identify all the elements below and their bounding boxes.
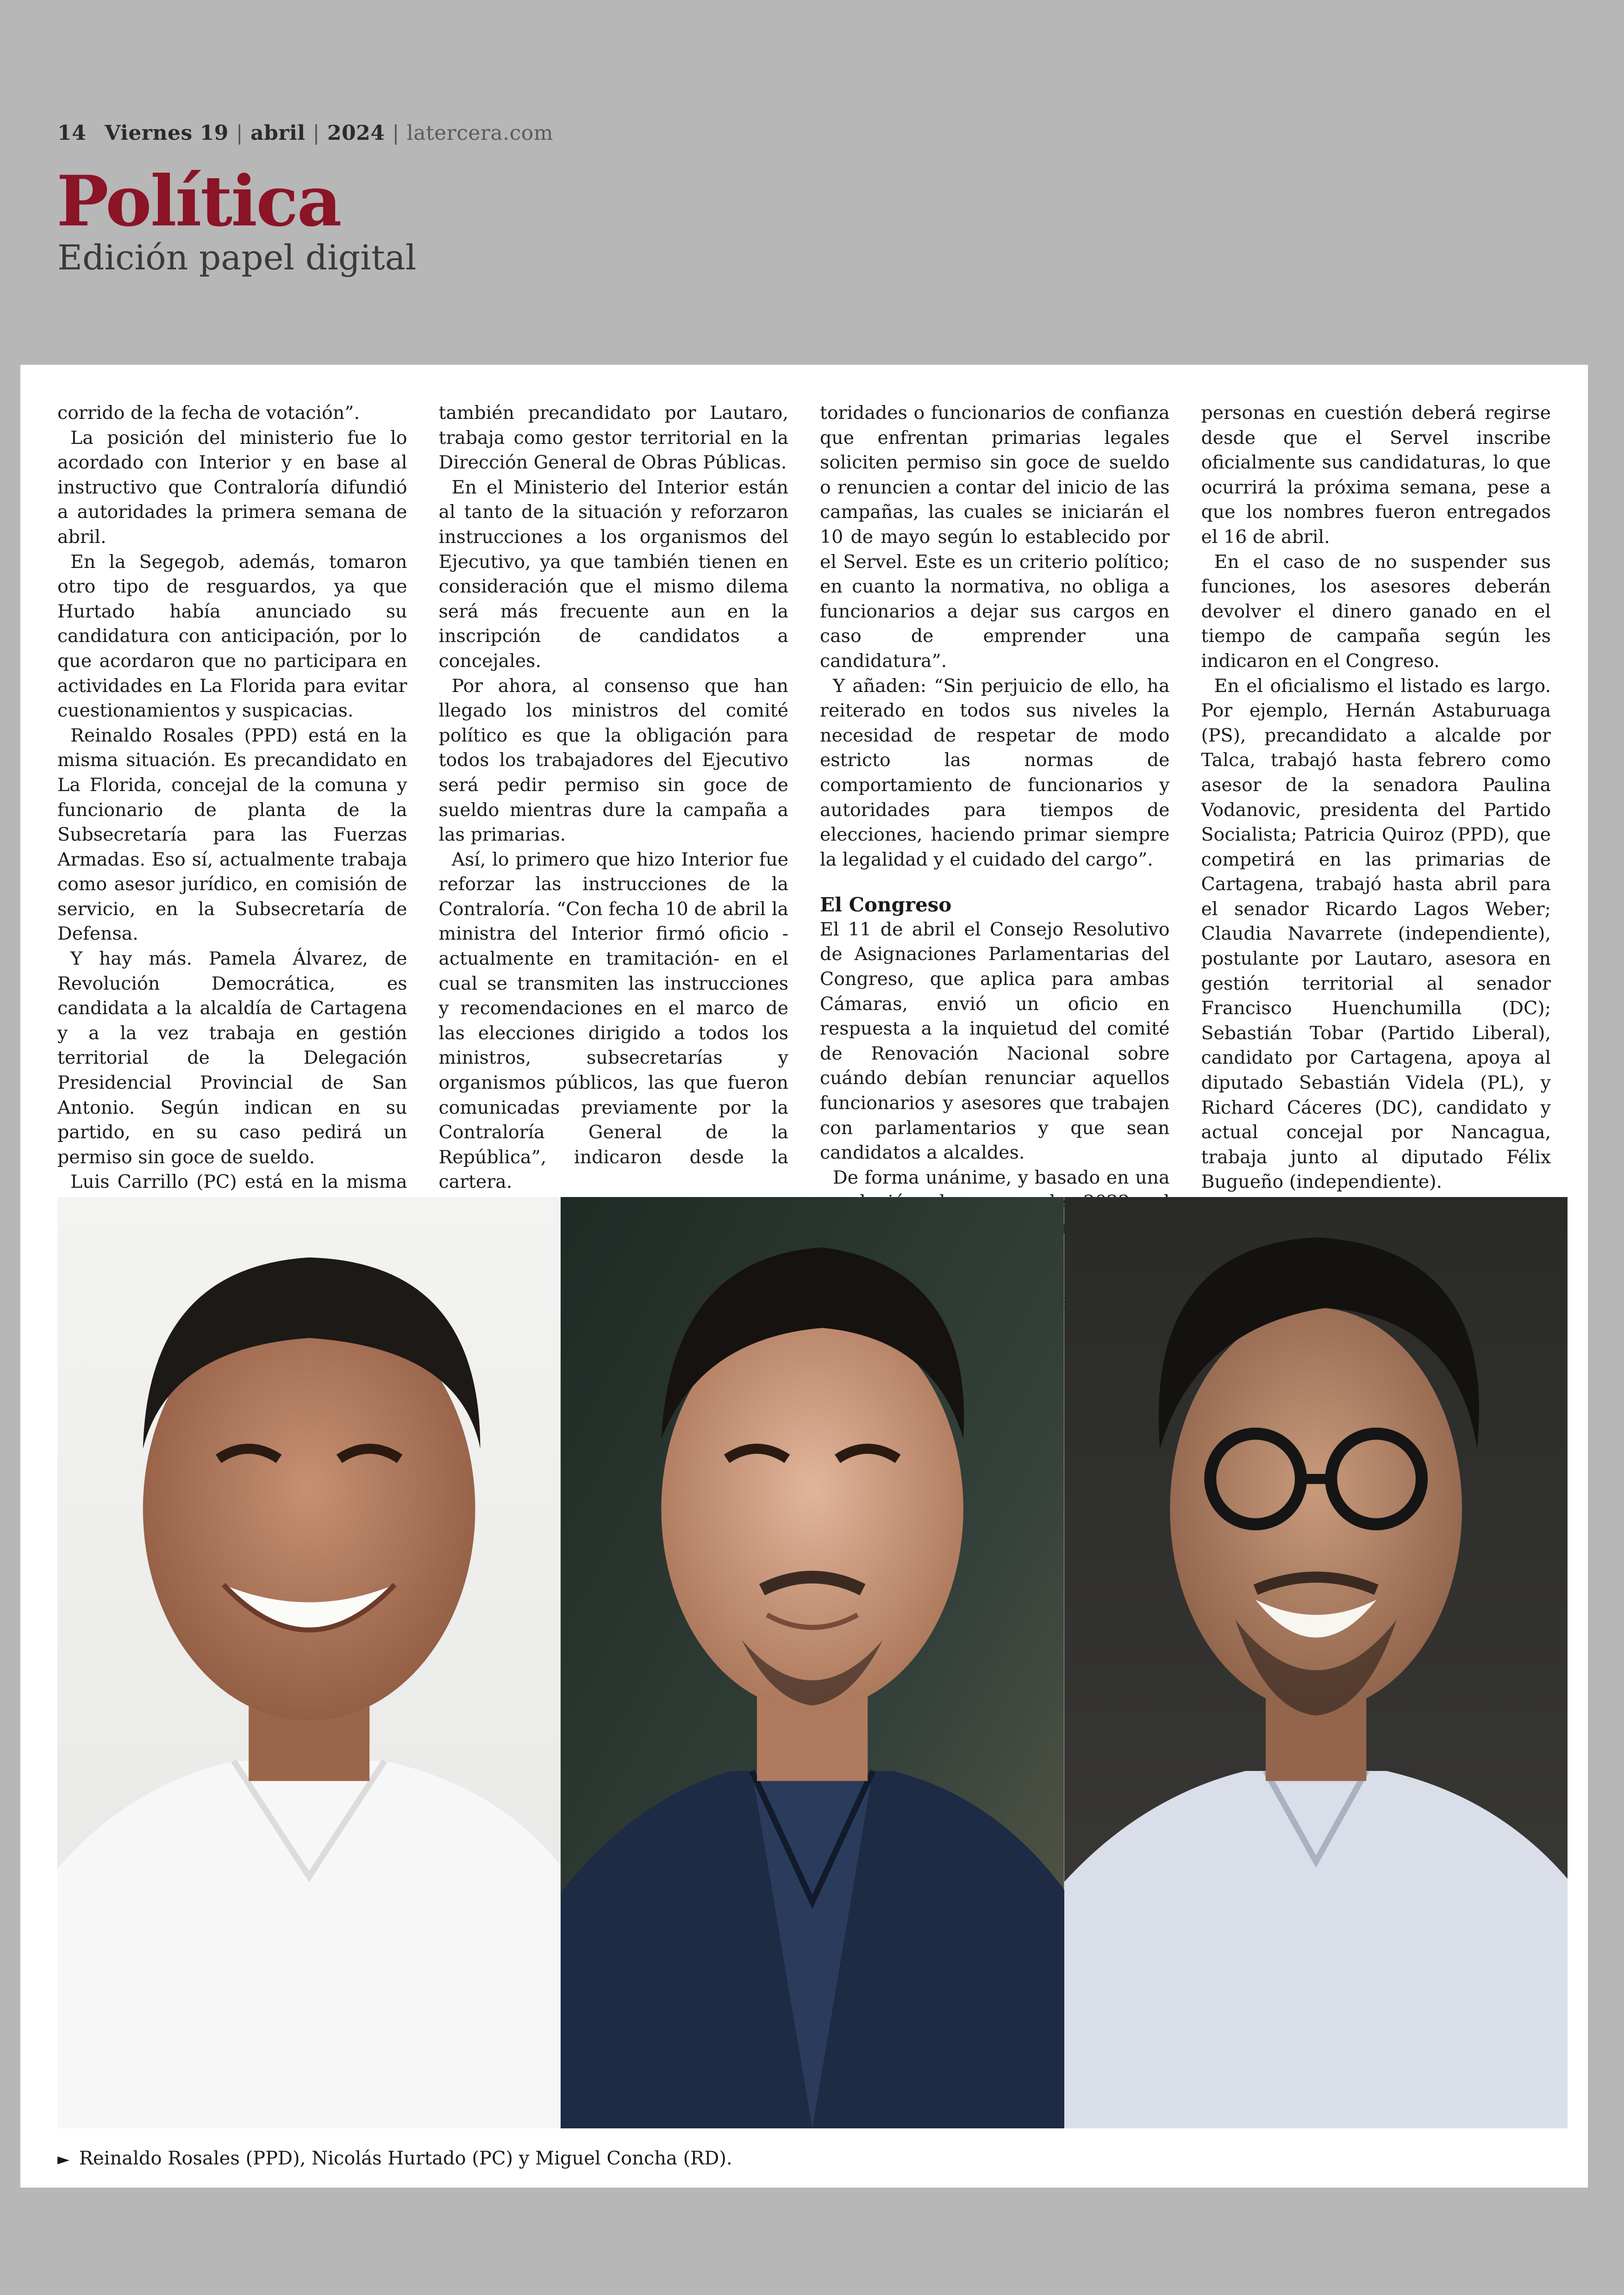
photo-caption	[57, 2148, 732, 2169]
paragraph: En el caso de no suspender sus funciones, los asesores deberán devolver el dinero ganado en el tiempo de campaña según les indicaron en el Congreso.	[1201, 551, 1551, 672]
paragraph: Reinaldo Rosales (PPD) está en la misma situación. Es precandidato en La Florida, concejal de la comuna y funcionario de planta de la Subsecretaría para las Fuerzas Armadas. Eso sí, actualmente trabaja como asesor jurídico, en comisión de servicio, en la Subsecretaría de Defensa.	[57, 724, 407, 945]
portrait-photo-1	[57, 1197, 561, 2128]
paragraph: toridades o funcionarios de confianza que enfrentan primarias legales soliciten permiso sin goce de sueldo o renuncien a contar del inicio de las campañas, las cuales se iniciarán el 10 de mayo según lo establecido por el Servel. Este es un criterio político; en cuanto la normativa, no obliga a funcionarios a dejar sus cargos en caso de emprender una candidatura”.	[820, 402, 1170, 672]
article-page	[20, 365, 1588, 2188]
page-header	[57, 121, 1539, 145]
paragraph: Y añaden: “Sin perjuicio de ello, ha reiterado en todos sus niveles la necesidad de respetar de modo estricto las normas de comportamiento de funcionarios y autoridades para tiempos de elecciones, haciendo primar siempre la legalidad y el cuidado del cargo”.	[820, 675, 1170, 870]
paragraph: De forma unánime, y basado en una	[833, 1166, 1170, 1188]
paragraph: también precandidato por Lautaro, trabaja como gestor territorial en la Dirección General de Obras Públicas.	[438, 402, 788, 474]
caption-text: Reinaldo Rosales (PPD), Nicolás Hurtado (PC) y Miguel Concha (RD).	[79, 2148, 732, 2169]
paragraph: corrido de la fecha de votación”.	[57, 402, 360, 424]
paragraph: El 11 de abril el Consejo Resolutivo de Asignaciones Parlamentarias del Congreso, que aplica para ambas Cámaras, envió un oficio en respuesta a la inquietud del comité de Renovación Nacional sobre cuándo debían renunciar aquellos funcionarios y asesores que trabajen con parlamentarios y que sean candidatos a alcaldes.	[820, 918, 1170, 1164]
dateline	[57, 121, 1539, 145]
section-subtitle: Edición papel digital	[57, 238, 417, 278]
paragraph: Por ahora, al consenso que han llegado los ministros del comité político es que la obligación para todos los trabajadores del Ejecutivo será pedir permiso sin goce de sueldo mientras dure la campaña a las primarias.	[438, 675, 788, 846]
date-year: 2024	[327, 121, 385, 145]
paragraph: Luis Carrillo (PC) está en la misma	[70, 1171, 407, 1193]
dateline-separator: |	[312, 121, 320, 145]
page-number: 14	[57, 121, 87, 145]
portrait-photo-2	[561, 1197, 1064, 2128]
dateline-separator: |	[392, 121, 400, 145]
paragraph: personas en cuestión deberá regirse desde que el Servel inscribe oficialmente sus candidaturas, lo que ocurrirá la próxima semana, pese a que los nombres fueron entregados el 16 de abril.	[1201, 402, 1551, 548]
date-day: Viernes 19	[105, 121, 229, 145]
paragraph: Y hay más. Pamela Álvarez, de Revolución Democrática, es candidata a la alcaldía de Cartagena y a la vez trabaja en gestión territorial de la Delegación Presidencial Provincial de San Antonio. Según indican en su partido, en su caso pedirá un permiso sin goce de sueldo.	[57, 948, 407, 1168]
paragraph: En el oficialismo el listado es largo. Por ejemplo, Hernán Astaburuaga (PS), precandidato a alcalde por Talca, trabajó hasta febrero como asesor de la senadora Paulina Vodanovic, presidenta del Partido Socialista; Patricia Quiroz (PPD), que competirá en las primarias de Cartagena, trabajó hasta abril para el senador Ricardo Lagos Weber; Claudia Navarrete (independiente), postulante por Lautaro, asesora en gestión territorial al senador Francisco Huenchumilla (DC); Sebastián Tobar (Partido Liberal), candidato por Cartagena, apoya al diputado Sebastián Videla (PL), y Richard Cáceres (DC), candidato y actual concejal por Nancagua, trabaja junto al diputado Félix Bugueño (independiente).	[1201, 675, 1551, 1193]
paragraph: En el Ministerio del Interior están al tanto de la situación y reforzaron instrucciones a los organismos del Ejecutivo, ya que también tienen en consideración que el mismo dilema será más frecuente aun en la inscripción de candidatos a concejales.	[438, 476, 788, 672]
photo-strip	[57, 1197, 1568, 2128]
portrait-photo-3	[1064, 1197, 1568, 2128]
paragraph: Así, lo primero que hizo Interior fue reforzar las instrucciones de la Contraloría. “Con fecha 10 de abril la ministra del Interior firmó oficio -actualmente en tramitación- en el cual se transmiten las instrucciones y recomendaciones en el marco de las elecciones dirigido a todos los ministros, subsecretarías y organismos públicos, las que fueron comunicadas previamente por la Contraloría General de la República”, indicaron desde la cartera.	[438, 848, 788, 1193]
subheading: El Congreso	[820, 893, 952, 917]
section-title: Política	[56, 161, 341, 242]
dateline-separator: |	[236, 121, 244, 145]
paragraph: La posición del ministerio fue lo acordado con Interior y en base al instructivo que Contraloría difundió a autoridades la primera semana de abril.	[57, 427, 407, 548]
caption-arrow-icon: ►	[57, 2150, 70, 2169]
date-month: abril	[250, 121, 306, 145]
paragraph: En la Segegob, además, tomaron otro tipo de resguardos, ya que Hurtado había anunciado su candidatura con anticipación, por lo que acordaron que no participara en actividades en La Florida para evitar cuestionamientos y suspicacias.	[57, 551, 407, 722]
site-link[interactable]: latercera.com	[406, 121, 553, 145]
